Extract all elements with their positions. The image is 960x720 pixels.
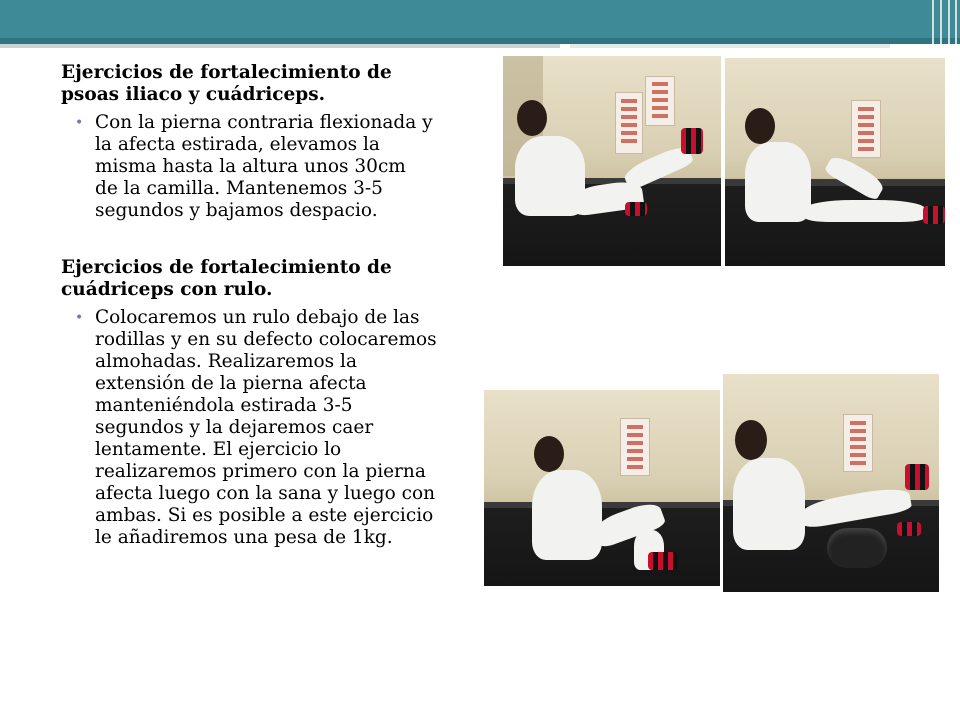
patient-figure <box>745 142 811 222</box>
exercise-photo-leg-flexed <box>725 58 945 266</box>
bullet-line: rodillas y en su defecto colocaremos <box>95 329 437 350</box>
striped-sock <box>923 206 945 224</box>
bullet-paragraph <box>61 307 481 549</box>
striped-sock <box>897 522 921 536</box>
bullet-line: segundos y la dejaremos caer <box>95 417 374 438</box>
bullet-line: Colocaremos un rulo debajo de las <box>95 307 420 328</box>
foam-roll <box>827 528 887 568</box>
striped-sock <box>648 552 678 570</box>
striped-sock <box>681 128 703 154</box>
exercise-photo-leg-raise <box>503 56 721 266</box>
anatomy-poster <box>851 100 881 158</box>
heading-line: cuádriceps con rulo. <box>61 279 273 300</box>
striped-sock <box>905 464 929 490</box>
anatomy-poster <box>645 76 675 126</box>
anatomy-poster <box>843 414 873 472</box>
bullet-marker: • <box>75 115 84 131</box>
section-psoas-quadriceps <box>61 62 481 222</box>
header-stripe-right <box>570 44 890 48</box>
section-heading <box>61 257 481 301</box>
bullet-line: la afecta estirada, elevamos la <box>95 134 380 155</box>
bullet-line: afecta luego con la sana y luego con <box>95 483 436 504</box>
bullet-line: lentamente. El ejercicio lo <box>95 439 342 460</box>
striped-sock <box>625 202 647 216</box>
bullet-line: Con la pierna contraria flexionada y <box>95 112 433 133</box>
bullet-line: segundos y bajamos despacio. <box>95 200 378 221</box>
heading-line: psoas iliaco y cuádriceps. <box>61 84 326 105</box>
header-stripe-left <box>0 44 560 48</box>
exercise-photo-with-roll <box>723 374 939 592</box>
bullet-line: le añadiremos una pesa de 1kg. <box>95 527 393 548</box>
bullet-line: extensión de la pierna afecta <box>95 373 367 394</box>
anatomy-poster <box>615 92 643 154</box>
section-quadriceps-roll <box>61 257 481 549</box>
bullet-line: realizaremos primero con la pierna <box>95 461 426 482</box>
patient-figure <box>532 470 602 560</box>
bullet-line: de la camilla. Mantenemos 3-5 <box>95 178 383 199</box>
heading-line: Ejercicios de fortalecimiento de <box>61 257 392 278</box>
heading-line: Ejercicios de fortalecimiento de <box>61 62 392 83</box>
bullet-line: almohadas. Realizaremos la <box>95 351 358 372</box>
bullet-paragraph <box>61 112 481 222</box>
bullet-line: misma hasta la altura unos 30cm <box>95 156 406 177</box>
bullet-line: manteniéndola estirada 3-5 <box>95 395 353 416</box>
anatomy-poster <box>620 418 650 476</box>
section-heading <box>61 62 481 106</box>
bullet-marker: • <box>75 310 84 326</box>
patient-figure <box>733 458 805 550</box>
bullet-line: ambas. Si es posible a este ejercicio <box>95 505 434 526</box>
exercise-photo-reclined <box>484 390 720 586</box>
